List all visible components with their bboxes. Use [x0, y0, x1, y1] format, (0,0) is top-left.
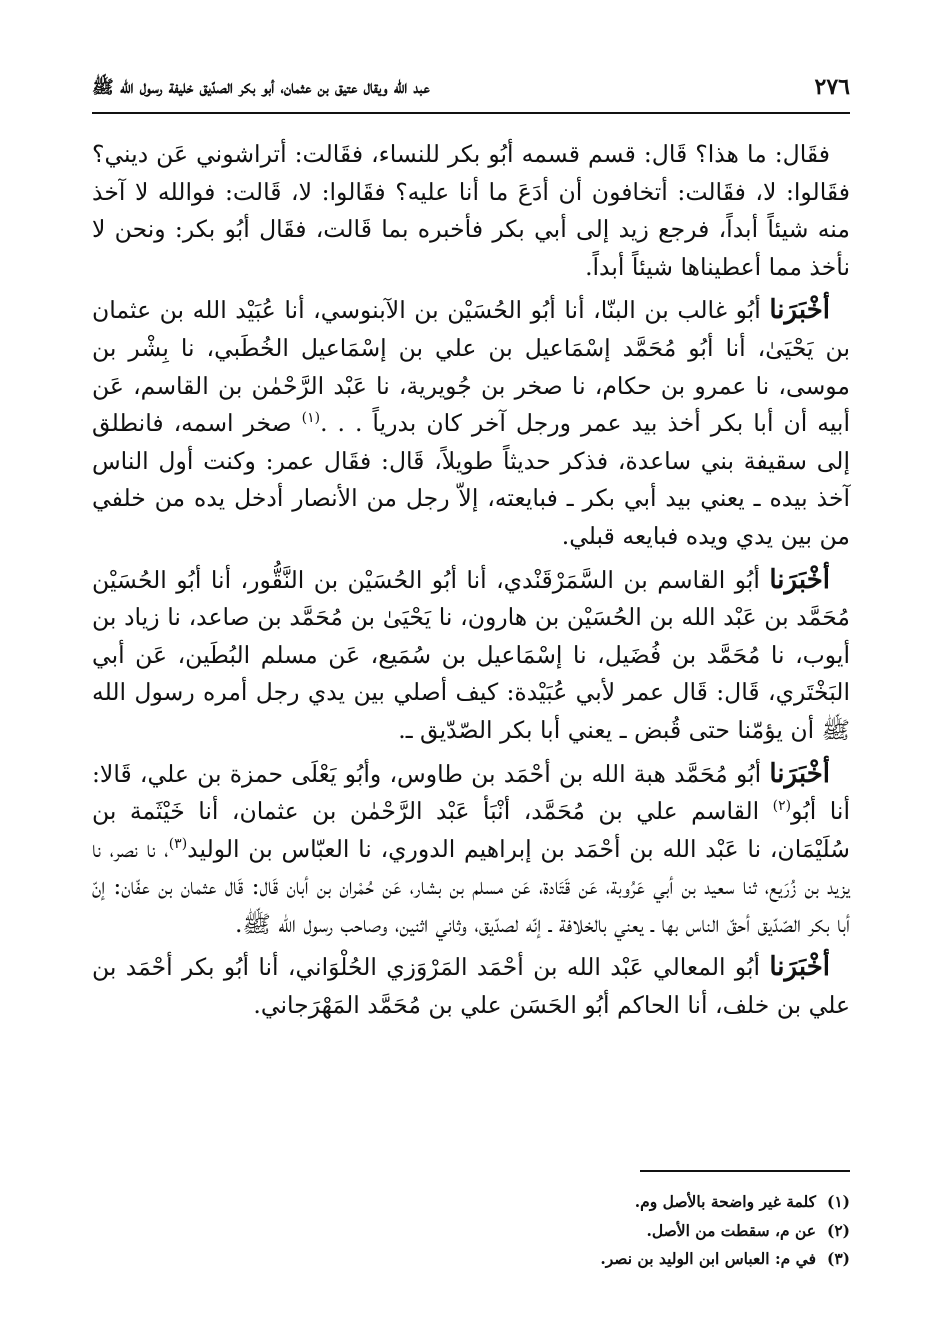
paragraph-text: ، نا نصر، نا يزيد بن زُرَيع، ثنا سعيد بن أبي عَرُوبة، عَن قَتَادة، عَن مسلم بن بشار، عَن حُمْران بن أبان قَال: قَال عثمان بن عفّان: إنّ أبا بكر الصّدّيق أحقّ الناس بها ـ يعني بالخلافة ـ إنّه لصدّيق، وثاني اثنين، وصاحب رسول الله ﷺ. [92, 834, 850, 938]
narration-lead: أخْبَرَنا [769, 758, 830, 789]
footnote-number: (١) [826, 1192, 850, 1211]
page-header [92, 72, 850, 108]
paragraph-2 [92, 292, 850, 555]
running-title: عبد الله ويقال عتيق بن عثمان، أبو بكر الصدّيق خليفة رسول الله ﷺ [92, 77, 430, 98]
paragraph-text: صخر اسمه، فانطلق إلى سقيفة بني ساعدة، فذكر حديثاً طويلاً، قَال: فقَال عمر: وكنت أول الناس آخذ بيده ـ يعني بيد أبي بكر ـ فبايعته، إلاّ رجل من الأنصار أدخل يده من خلفي من بين يدي ويده فبايعه قبلي. [92, 409, 850, 550]
footnote-item [420, 1245, 850, 1274]
footnote-item [420, 1217, 850, 1246]
main-text [92, 136, 850, 1031]
paragraph-3 [92, 562, 850, 750]
narration-lead: أخْبَرَنا [769, 952, 830, 983]
footnote-text: كلمة غير واضحة بالأصل وم. [634, 1192, 816, 1211]
paragraph-text: أبُو مُحَمَّد هبة الله بن أحْمَد بن طاوس، وأبُو يَعْلَى حمزة بن علي، قَالا: أنا أبُو [92, 759, 850, 826]
footnote-text: عن م، سقطت من الأصل. [646, 1220, 816, 1240]
footnote-ref-3[interactable]: (٣) [168, 835, 188, 852]
paragraph-text: أبُو المعالي عَبْد الله بن أحْمَد المَرْوَزي الحُلْوَاني، أنا أبُو بكر أحْمَد بن علي بن خلف، أنا الحاكم أبُو الحَسَن علي بن مُحَمَّد المَهْرَجاني. [92, 953, 850, 1020]
paragraph-5 [92, 949, 850, 1024]
page-number: ٢٧٦ [814, 74, 850, 100]
paragraph-text: أبُو القاسم بن السَّمَرْقَنْدي، أنا أبُو الحُسَيْن بن النَّقُّور، أنا أبُو الحُسَيْن مُحَمَّد بن عَبْد الله بن الحُسَيْن بن هارون، نا يَحْيَىٰ بن مُحَمَّد بن صاعد، نا زياد بن أيوب، نا مُحَمَّد بن فُضَيل، نا إسْمَاعيل بن سُمَيع، عَن مسلم البُطَين، عَن أبي البَخْتَري، قَال: قَال عمر لأبي عُبَيْدة: كيف أصلي بين يدي رجل أمره رسول الله ﷺ أن يؤمّنا حتى قُبض ـ يعني أبا بكر الصّدّيق ـ. [92, 565, 850, 744]
footnote-number: (٢) [826, 1220, 850, 1240]
footnote-number: (٣) [826, 1249, 850, 1268]
paragraph-text: فقَال: ما هذا؟ قَال: قسم قسمه أبُو بكر للنساء، فقَالت: أتراشوني عَن ديني؟ فقَالوا: لا، فقَالت: أتخافون أن أدَعَ ما أنا عليه؟ فقَالوا: لا، قَالت: فوالله لا آخذ منه شيئاً أبداً، فرجع زيد إلى أبي بكر فأخبره بما قَالت، فقَال أبُو بكر: ونحن لا نأخذ مما أعطيناها شيئاً أبداً. [92, 140, 850, 281]
footnote-divider [640, 1170, 850, 1172]
footnote-ref-2[interactable]: (٢) [772, 798, 792, 815]
paragraph-1 [92, 136, 850, 286]
footnote-item [420, 1188, 850, 1217]
paragraph-text: أبُو غالب بن البنّا، أنا أبُو الحُسَيْن بن الآبنوسي، أنا عُبَيْد الله بن عثمان بن يَحْيَىٰ، أنا أبُو مُحَمَّد إسْمَاعيل بن علي بن إسْمَاعيل الخُطَبي، نا بِشْر بن موسى، نا عمرو بن حكام، نا صخر بن جُويرية، نا عَبْد الرَّحْمٰن بن القاسم، عَن أبيه أن أبا بكر أخذ بيد عمر ورجل آخر كان بدرياً . . . [92, 296, 850, 438]
narration-lead: أخْبَرَنا [769, 564, 830, 595]
paragraph-text: القاسم علي بن مُحَمَّد، أنْبَأ عَبْد الرَّحْمٰن بن عثمان، أنا خَيْثَمة بن سُلَيْمَان، نا عَبْد الله بن أحْمَد بن إبراهيم الدوري، نا العبّاس بن الوليد [92, 797, 850, 863]
paragraph-4 [92, 756, 850, 944]
footnotes [420, 1188, 850, 1274]
footnote-ref-1[interactable]: (١) [301, 410, 321, 427]
narration-lead: أخْبَرَنا [769, 295, 830, 326]
footnote-text: في م: العباس ابن الوليد بن نصر. [600, 1249, 816, 1268]
header-divider [92, 112, 850, 114]
